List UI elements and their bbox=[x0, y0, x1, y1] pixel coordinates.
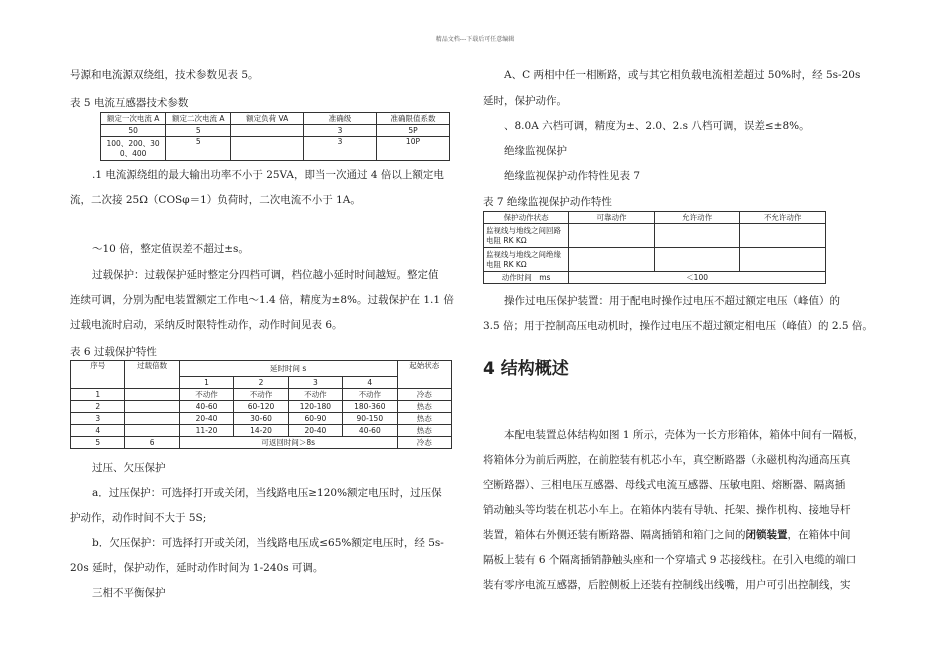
paragraph: 3.5 倍；用于控制高压电动机时，操作过电压不超过额定相电压（峰值）的 2.5 倍。 bbox=[483, 320, 873, 332]
paragraph: 空断路器）、三相电压互感器、母线式电流互感器、压敏电阻、熔断器、隔离插 bbox=[483, 479, 846, 491]
table-header: 起始状态 bbox=[397, 361, 451, 389]
table-cell: 40-60 bbox=[179, 401, 233, 413]
table-cell: 50 bbox=[101, 125, 166, 137]
table-cell: 3 bbox=[71, 413, 125, 425]
table-cell bbox=[125, 413, 179, 425]
paragraph: 绝缘监视保护 bbox=[504, 145, 567, 157]
paragraph: 将箱体分为前后两腔，在前腔装有机芯小车，真空断路器（永磁机构沟通高压真 bbox=[483, 454, 851, 466]
table-header: 额定负荷 VA bbox=[231, 113, 304, 125]
table-cell bbox=[740, 224, 826, 248]
table-cell: 热态 bbox=[397, 401, 451, 413]
bold-term: 闭锁装置 bbox=[745, 529, 788, 541]
table-cell: 不动作 bbox=[288, 389, 342, 401]
table-cell: 14-20 bbox=[234, 425, 288, 437]
table-cell: 60-90 bbox=[288, 413, 342, 425]
table-header: 准确限值系数 bbox=[376, 113, 449, 125]
table-cell: 3 bbox=[304, 125, 377, 137]
table-cell bbox=[125, 401, 179, 413]
table-cell: 4 bbox=[71, 425, 125, 437]
table-cell: 30-60 bbox=[234, 413, 288, 425]
table-cell: 90-150 bbox=[343, 413, 397, 425]
table-cell: 20-40 bbox=[288, 425, 342, 437]
table-cell bbox=[569, 248, 655, 272]
table-header: 允许动作 bbox=[654, 212, 740, 224]
paragraph: 绝缘监视保护动作特性见表 7 bbox=[504, 170, 641, 182]
table-header: 保护动作状态 bbox=[484, 212, 569, 224]
table-cell: 冷态 bbox=[397, 437, 451, 449]
paragraph: a．过压保护：可选择打开或关闭，当线路电压≥120%额定电压时，过压保 bbox=[92, 487, 442, 499]
table-cell: 监视线与地线之间绝缘电阻 RK KΩ bbox=[484, 248, 569, 272]
paragraph: 流，二次接 25Ω（COSφ＝1）负荷时，二次电流不小于 1A。 bbox=[70, 194, 361, 206]
section-heading: 4 结构概述 bbox=[483, 359, 569, 379]
table-cell: 60-120 bbox=[234, 401, 288, 413]
table-header: 准确级 bbox=[304, 113, 377, 125]
paragraph: A、C 两相中任一相断路，或与其它相负载电流相差超过 50%时，经 5s-20s bbox=[504, 69, 861, 81]
table-header: 过载倍数 bbox=[125, 361, 179, 389]
table-header: 1 bbox=[179, 377, 233, 389]
text-run: ，在箱体中间 bbox=[787, 529, 851, 541]
table-cell: 冷态 bbox=[397, 389, 451, 401]
paragraph: .1 电流源绕组的最大输出功率不小于 25VA，即当一次通过 4 倍以上额定电 bbox=[92, 169, 444, 181]
table-cell: 5 bbox=[166, 125, 231, 137]
page-header: 精品文档---下载后可任意编辑 bbox=[435, 36, 515, 43]
paragraph: 护动作，动作时间不大于 5S; bbox=[70, 512, 207, 524]
table-cell bbox=[654, 248, 740, 272]
paragraph: 过载电流时启动，采纳反时限特性动作，动作时间见表 6。 bbox=[70, 319, 343, 331]
table-5 bbox=[100, 112, 450, 161]
table-cell: 10P bbox=[376, 137, 449, 161]
table-cell: 3 bbox=[304, 137, 377, 161]
table-header: 4 bbox=[343, 377, 397, 389]
table-header: 序号 bbox=[71, 361, 125, 389]
table-cell: 热态 bbox=[397, 413, 451, 425]
table-7 bbox=[483, 211, 826, 284]
text-run: 装置，箱体右外侧还装有断路器、隔离插销和箱门之间的 bbox=[483, 529, 746, 541]
table-header: 额定二次电流 A bbox=[166, 113, 231, 125]
paragraph: 隔板上装有 6 个隔离插销静触头座和一个穿墙式 9 芯接线柱。在引入电缆的端口 bbox=[483, 554, 857, 566]
paragraph: 过载保护：过载保护延时整定分四档可调，档位越小延时时间越短。整定值 bbox=[92, 269, 439, 281]
paragraph: 三相不平衡保护 bbox=[92, 587, 166, 599]
table-5-caption: 表 5 电流互感器技术参数 bbox=[70, 97, 189, 109]
table-header: 延时时间 s bbox=[179, 361, 397, 377]
table-cell: ＜100 bbox=[569, 272, 826, 284]
table-header: 可靠动作 bbox=[569, 212, 655, 224]
table-header: 3 bbox=[288, 377, 342, 389]
table-cell bbox=[125, 389, 179, 401]
table-cell: 监视线与地线之间回路电阻 RK KΩ bbox=[484, 224, 569, 248]
paragraph: b．欠压保护：可选择打开或关闭，当线路电压成≤65%额定电压时，经 5s- bbox=[92, 537, 444, 549]
table-header: 不允许动作 bbox=[740, 212, 826, 224]
paragraph: 操作过电压保护装置：用于配电时操作过电压不超过额定电压（峰值）的 bbox=[504, 295, 840, 307]
paragraph: 、8.0A 六档可调，精度为±、2.0、2.s 八档可调，误差≤±8%。 bbox=[504, 120, 810, 132]
table-cell bbox=[125, 425, 179, 437]
table-cell bbox=[740, 248, 826, 272]
table-cell: 120-180 bbox=[288, 401, 342, 413]
table-cell bbox=[231, 125, 304, 137]
table-cell: 180-360 bbox=[343, 401, 397, 413]
paragraph: 20s 延时，保护动作，延时动作时间为 1-240s 可调。 bbox=[70, 562, 324, 574]
table-cell: 动作时间 ms bbox=[484, 272, 569, 284]
table-cell: 不动作 bbox=[179, 389, 233, 401]
paragraph bbox=[483, 528, 851, 542]
table-cell: 5P bbox=[376, 125, 449, 137]
table-cell: 100、200、300、400 bbox=[101, 137, 166, 161]
paragraph: 装有零序电流互感器，后腔侧板上还装有控制线出线嘴，用户可引出控制线，实 bbox=[483, 579, 851, 591]
table-cell: 热态 bbox=[397, 425, 451, 437]
paragraph: 号源和电流源双绕组，技术参数见表 5。 bbox=[70, 69, 259, 81]
table-cell: 6 bbox=[125, 437, 179, 449]
table-6 bbox=[70, 360, 452, 449]
table-header: 额定一次电流 A bbox=[101, 113, 166, 125]
table-cell: 11-20 bbox=[179, 425, 233, 437]
paragraph: 延时，保护动作。 bbox=[483, 95, 567, 107]
table-header: 2 bbox=[234, 377, 288, 389]
paragraph: 过压、欠压保护 bbox=[92, 462, 166, 474]
table-cell: 1 bbox=[71, 389, 125, 401]
table-cell: 不动作 bbox=[234, 389, 288, 401]
table-cell: 20-40 bbox=[179, 413, 233, 425]
table-cell: 5 bbox=[71, 437, 125, 449]
table-7-caption: 表 7 绝缘监视保护动作特性 bbox=[483, 196, 612, 208]
table-cell: 不动作 bbox=[343, 389, 397, 401]
table-cell: 可返回时间＞8s bbox=[179, 437, 397, 449]
paragraph: 销动触头等均装在机芯小车上。在箱体内装有导轨、托架、操作机构、接地导杆 bbox=[483, 504, 851, 516]
table-cell bbox=[654, 224, 740, 248]
table-cell bbox=[569, 224, 655, 248]
table-cell: 5 bbox=[166, 137, 231, 161]
paragraph: ～10 倍，整定值误差不超过±s。 bbox=[92, 243, 249, 255]
table-6-caption: 表 6 过载保护特性 bbox=[70, 346, 157, 358]
table-cell: 40-60 bbox=[343, 425, 397, 437]
table-cell: 2 bbox=[71, 401, 125, 413]
paragraph: 本配电装置总体结构如图 1 所示，壳体为一长方形箱体，箱体中间有一隔板， bbox=[504, 429, 864, 441]
table-cell bbox=[231, 137, 304, 161]
paragraph: 连续可调，分别为配电装置额定工作电～1.4 倍，精度为±8%。过载保护在 1.1 倍 bbox=[70, 294, 454, 306]
